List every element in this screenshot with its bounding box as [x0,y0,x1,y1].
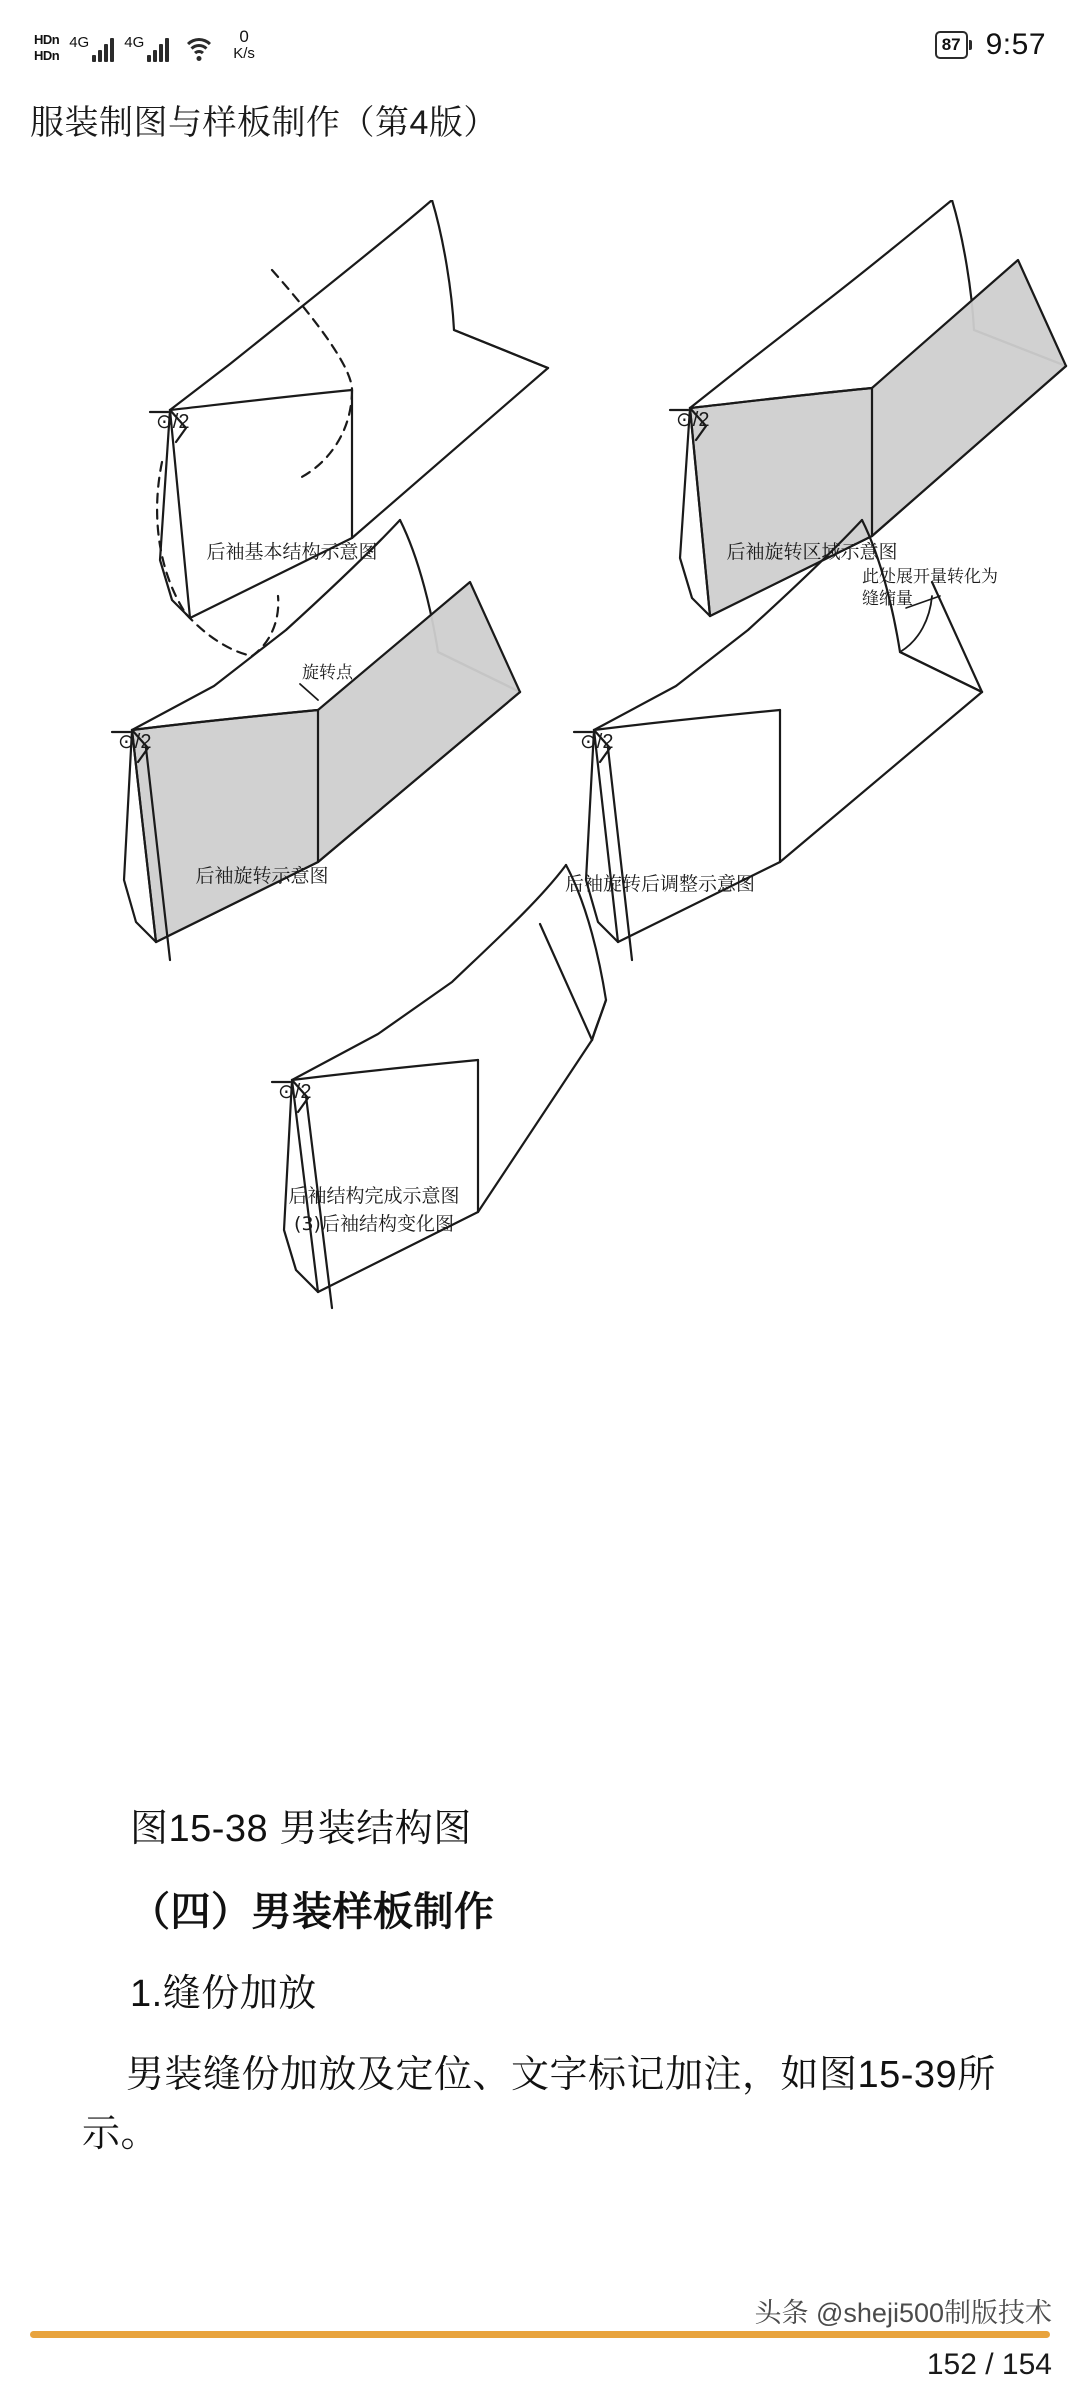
diagram-1-half-label: ⊙/2 [156,411,190,433]
network-type-label-2: 4G [124,34,145,52]
footer-divider [30,2331,1050,2338]
network-speed-value: 0 [239,26,249,46]
diagram-5-half-label: ⊙/2 [278,1081,312,1103]
diagram-3-annotation: 旋转点 [302,663,353,683]
body-paragraph: 男装缝份加放及定位、文字标记加注，如图15-39所示。 [82,2053,996,2155]
diagram-2-caption: 后袖旋转区域示意图 [726,541,898,563]
battery-cap [969,40,972,50]
diagram-back-sleeve-complete [272,865,606,1308]
document-body [0,1800,1080,2186]
diagram-back-sleeve-rotated [112,520,520,960]
network-speed-indicator [233,28,255,62]
signal-group-2 [124,34,169,62]
status-bar-left [34,28,255,63]
diagram-2-half-label: ⊙/2 [676,409,710,431]
diagram-4-annotation: 此处展开量转化为缝缩量 [862,567,998,610]
diagram-5-caption: 后袖结构完成示意图 [288,1185,460,1207]
hd-badge-2: HDn [34,48,60,64]
network-speed-unit: K/s [233,44,255,62]
watermark-label: 头条 @sheji500制版技术 [754,2298,1052,2328]
figure-caption: 图15-38 男装结构图 [130,1808,472,1850]
page-title: 服装制图与样板制作（第4版） [30,104,498,142]
hd-badge-1: HDn [34,32,60,48]
status-bar [0,0,1080,90]
diagram-1-caption: 后袖基本结构示意图 [206,541,378,563]
diagram-4-annotation-box [862,566,1012,656]
diagram-5-subcaption: (3)后袖结构变化图 [294,1213,454,1235]
diagram-4-caption: 后袖旋转后调整示意图 [564,873,756,895]
signal-bars-icon-1 [92,36,114,62]
sleeve-pattern-diagrams [0,200,1080,1790]
diagram-3-caption: 后袖旋转示意图 [195,865,329,887]
diagram-back-sleeve-basic [150,200,548,656]
hd-volte-icon [34,33,59,62]
network-type-label-1: 4G [69,34,90,52]
battery-percent-label: 87 [935,31,968,58]
subsection-heading: 1.缝份加放 [130,1972,317,2015]
signal-bars-icon-2 [147,36,169,62]
section-heading: （四）男装样板制作 [130,1889,495,1934]
clock-label: 9:57 [985,28,1046,61]
page-number-label: 152 / 154 [926,2348,1052,2381]
diagram-4-half-label: ⊙/2 [580,731,614,753]
battery-icon [935,31,972,58]
figure-15-38 [0,200,1080,1790]
signal-group-1 [69,34,114,62]
wifi-icon [183,36,215,62]
status-bar-right [935,28,1046,62]
diagram-3-half-label: ⊙/2 [118,731,152,753]
